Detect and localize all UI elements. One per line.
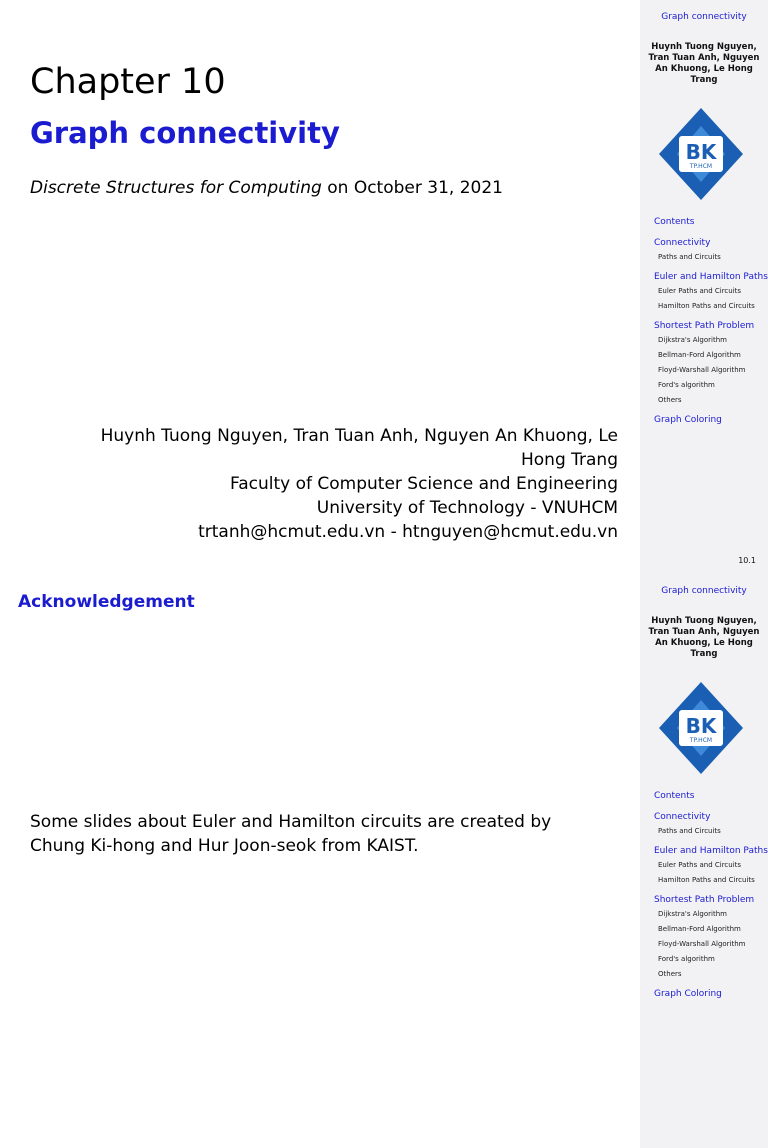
sidebar-author-line: Huynh Tuong Nguyen,	[651, 616, 757, 626]
toc-floyd-warshall[interactable]: Floyd-Warshall Algorithm	[658, 940, 746, 948]
toc-others[interactable]: Others	[658, 970, 682, 978]
bk-logo-icon	[657, 680, 745, 776]
acknowledgement-heading: Acknowledgement	[18, 592, 195, 612]
course-line	[30, 178, 503, 198]
toc-ford[interactable]: Ford's algorithm	[658, 381, 715, 389]
table-of-contents	[654, 216, 768, 426]
toc-others[interactable]: Others	[658, 396, 682, 404]
toc-graph-coloring[interactable]: Graph Coloring	[654, 415, 722, 425]
sidebar	[640, 574, 768, 1148]
sidebar-authors	[640, 616, 768, 660]
toc-hamilton-paths[interactable]: Hamilton Paths and Circuits	[658, 876, 755, 884]
toc-shortest-path[interactable]: Shortest Path Problem	[654, 895, 755, 905]
sidebar-title[interactable]: Graph connectivity	[661, 586, 747, 596]
sidebar-author-line: An Khuong, Le Hong	[655, 638, 753, 648]
sidebar-author-line: Huynh Tuong Nguyen,	[651, 42, 757, 52]
bk-logo-icon	[657, 106, 745, 202]
toc-paths-circuits[interactable]: Paths and Circuits	[658, 253, 721, 261]
sidebar-title[interactable]: Graph connectivity	[661, 12, 747, 22]
table-of-contents	[654, 790, 768, 1000]
toc-paths-circuits[interactable]: Paths and Circuits	[658, 827, 721, 835]
toc-euler-hamilton[interactable]: Euler and Hamilton Paths	[654, 846, 768, 856]
toc-contents[interactable]: Contents	[654, 217, 695, 227]
logo-text: BK	[685, 714, 717, 738]
acknowledgement-text: Some slides about Euler and Hamilton circuits are created by Chung Ki-hong and Hur Joon-seok from KAIST.	[30, 812, 552, 856]
toc-dijkstra[interactable]: Dijkstra's Algorithm	[658, 336, 727, 344]
toc-hamilton-paths[interactable]: Hamilton Paths and Circuits	[658, 302, 755, 310]
sidebar-author-line: Tran Tuan Anh, Nguyen	[648, 627, 760, 637]
authors-line-2: Hong Trang	[520, 450, 618, 470]
toc-contents[interactable]: Contents	[654, 791, 695, 801]
slide-main	[0, 574, 640, 1148]
toc-euler-paths[interactable]: Euler Paths and Circuits	[658, 287, 742, 295]
toc-euler-paths[interactable]: Euler Paths and Circuits	[658, 861, 742, 869]
sidebar-author-line: Trang	[690, 649, 718, 659]
page-number: 10.1	[738, 556, 756, 565]
course-date: on October 31, 2021	[321, 178, 503, 198]
sidebar-author-line: Trang	[690, 75, 718, 85]
course-name: Discrete Structures for Computing	[30, 178, 322, 198]
sidebar-author-line: An Khuong, Le Hong	[655, 64, 753, 74]
faculty: Faculty of Computer Science and Engineering	[229, 474, 618, 494]
author-block	[18, 424, 618, 544]
logo-subtext: TP.HCM	[689, 163, 713, 170]
sidebar-author-line: Tran Tuan Anh, Nguyen	[648, 53, 760, 63]
logo-text: BK	[685, 140, 717, 164]
toc-bellman-ford[interactable]: Bellman-Ford Algorithm	[658, 925, 741, 933]
authors-line-1: Huynh Tuong Nguyen, Tran Tuan Anh, Nguyen An Khuong, Le	[100, 426, 618, 446]
toc-ford[interactable]: Ford's algorithm	[658, 955, 715, 963]
toc-dijkstra[interactable]: Dijkstra's Algorithm	[658, 910, 727, 918]
slide-main	[0, 0, 640, 574]
sidebar	[640, 0, 768, 574]
emails: trtanh@hcmut.edu.vn - htnguyen@hcmut.edu.vn	[198, 522, 618, 542]
toc-connectivity[interactable]: Connectivity	[654, 238, 711, 248]
chapter-subtitle: Graph connectivity	[30, 116, 340, 150]
toc-shortest-path[interactable]: Shortest Path Problem	[654, 321, 755, 331]
logo-subtext: TP.HCM	[689, 737, 713, 744]
toc-bellman-ford[interactable]: Bellman-Ford Algorithm	[658, 351, 741, 359]
toc-euler-hamilton[interactable]: Euler and Hamilton Paths	[654, 272, 768, 282]
toc-graph-coloring[interactable]: Graph Coloring	[654, 989, 722, 999]
sidebar-authors	[640, 42, 768, 86]
university: University of Technology - VNUHCM	[316, 498, 618, 518]
toc-floyd-warshall[interactable]: Floyd-Warshall Algorithm	[658, 366, 746, 374]
toc-connectivity[interactable]: Connectivity	[654, 812, 711, 822]
chapter-title: Chapter 10	[30, 62, 226, 102]
acknowledgement-slide	[0, 574, 768, 1148]
